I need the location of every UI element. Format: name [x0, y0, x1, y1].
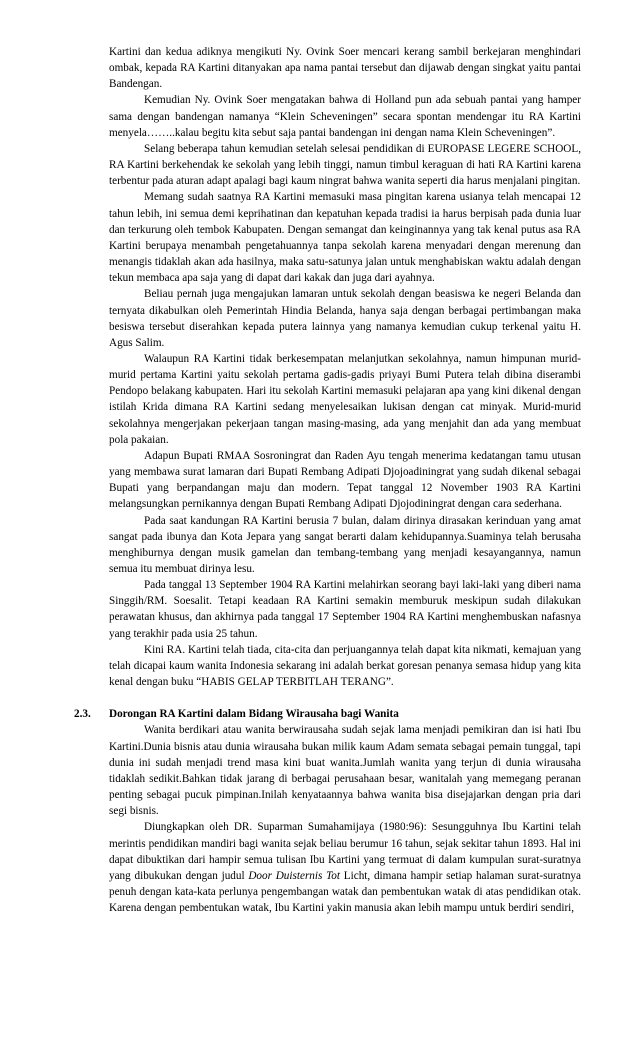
section-heading	[74, 706, 581, 722]
paragraph-first-school: Walaupun RA Kartini tidak berkesempatan melanjutkan sekolahnya, namun himpunan murid-murid pertama Kartini yaitu sekolah pertama gadis-gadis priyayi Bumi Putera telah dibina diserambi Pendopo belakang kabupaten. Hari itu sekolah Kartini memasuki pelajaran apa yang kini dikenal dengan istilah Krida dimana RA Kartini sedang menyelesaikan lukisan dengan cat minyak. Murid-murid sekolahnya mengerjakan pekerjaan tangan masing-masing, ada yang menjahit dan ada yang membuat pola pakaian.	[109, 352, 581, 446]
paragraph-death: Pada tanggal 13 September 1904 RA Kartini melahirkan seorang bayi laki-laki yang diberi nama Singgih/RM. Soesalit. Tetapi keadaan RA Kartini semakin memburuk meskipun sudah dilakukan perawatan khusus, dan akhirnya pada tanggal 17 September 1904 RA Kartini menghembuskan nafasnya yang terakhir pada usia 25 tahun.	[109, 579, 581, 640]
paragraph-scholarship: Beliau pernah juga mengajukan lamaran untuk sekolah dengan beasiswa ke negeri Belanda dan ternyata dikabulkan oleh Pemerintah Hindia Belanda, hanya saja dengan berbagai pertimbangan maka besiswa tersebut diserahkan kepada putera lainnya yang namanya kemudian cukup terkenal yaitu H. Agus Salim.	[109, 288, 581, 349]
paragraph-pregnancy: Pada saat kandungan RA Kartini berusia 7 bulan, dalam dirinya dirasakan kerinduan yang amat sangat pada ibunya dan Kota Jepara yang sangat berarti dalam kehidupannya.Suaminya telah berusaha menghiburnya dengan musik gamelan dan tembang-tembang yang menjadi kesayangannya, namun semua itu membuat dirinya lesu.	[109, 514, 581, 575]
paragraph-legacy: Kini RA. Kartini telah tiada, cita-cita dan perjuangannya telah dapat kita nikmati, kemajuan yang telah dicapai kaum wanita Indonesia sekarang ini adalah berkat goresan penanya semasa hidup yang kita kenal dengan buku “HABIS GELAP TERBITLAH TERANG”.	[109, 643, 581, 689]
paragraph-school-hesitation: Selang beberapa tahun kemudian setelah selesai pendidikan di EUROPASE LEGERE SCHOOL, RA Kartini berkehendak ke sekolah yang lebih tinggi, namun timbul keraguan di hati RA Kartini karena terbentur pada aturan adapt apalagi bagi kaum ningrat bahwa wanita seperti dia harus menjalani pingitan.	[109, 142, 581, 188]
document-body	[109, 44, 581, 690]
section-body	[109, 722, 581, 916]
section-title: Dorongan RA Kartini dalam Bidang Wirausaha bagi Wanita	[109, 708, 399, 721]
quote-text-end: Licht, dimana hampir setiap halaman surat-suratnya penuh dengan kata-kata perlunya pengembangan watak dan pembentukan watak di atas pendidikan otak. Karena dengan pembentukan watak, Ibu Kartini yakin manusia akan lebih mampu untuk berdiri sendiri,	[109, 869, 581, 915]
section-number: 2.3.	[74, 708, 91, 721]
paragraph-marriage: Adapun Bupati RMAA Sosroningrat dan Raden Ayu tengah menerima kedatangan tamu utusan yang membawa surat lamaran dari Bupati Rembang Adipati Djojoadiningrat yang sudah dikenal sebagai Bupati yang berpandangan maju dan modern. Tepat tanggal 12 November 1903 RA Kartini melangsungkan pernikannya dengan Bupati Rembang Adipati Djojodiningrat dengan cara sederhana.	[109, 449, 581, 511]
paragraph-klein-scheveningen: Kemudian Ny. Ovink Soer mengatakan bahwa di Holland pun ada sebuah pantai yang hamper sama dengan bandengan namanya “Klein Scheveningen” secara spontan mendengar itu RA Kartini menyela……..kalau begitu kita sebut saja pantai bandengan ini dengan nama Klein Scheveningen”.	[109, 94, 581, 139]
book-title-italic: Door Duisternis Tot	[248, 869, 341, 882]
paragraph-women-entrepreneurs: Wanita berdikari atau wanita berwirausaha sudah sejak lama menjadi pemikiran dan isi hati Ibu Kartini.Dunia bisnis atau dunia wirausaha bukan milik kaum Adam semata sebagai pemain tunggal, tapi dunia ini sudah menjadi trend masa kini buat wanita.Jumlah wanita yang terjun di dunia wirausaha tidaklah sedikit.Bahkan tidak jarang di berbagai perusahaan besar, wanitalah yang memegang peranan penting sebagai pucuk pimpinan.Inilah kenyataannya bahwa wanita bisa disejajarkan dengan pria dari segi bisnis.	[109, 724, 581, 818]
paragraph-suparman-quote	[109, 819, 581, 916]
quote-text-start: Diungkapkan oleh DR. Suparman Sumahamijaya (1980:96): Sesungguhnya Ibu Kartini telah merintis pendidikan mandiri bagi wanita sejak beliau berumur 16 tahun, sejak sekitar tahun 1893. Hal ini dapat dibuktikan dari hampir semua tulisan Ibu Kartini yang termuat di dalam kumpulan surat-suratnya yang dibukukan dengan judul	[109, 821, 581, 882]
paragraph-kartini-beach: Kartini dan kedua adiknya mengikuti Ny. Ovink Soer mencari kerang sambil berkejaran menghindari ombak, kepada RA Kartini ditanyakan apa nama pantai tersebut dan dijawab dengan singkat yaitu pantai Bandengan.	[109, 46, 581, 91]
paragraph-pingitan: Memang sudah saatnya RA Kartini memasuki masa pingitan karena usianya telah mencapai 12 tahun lebih, ini semua demi keprihatinan dan kepatuhan kepada tradisi ia harus berpisah pada dunia luar dan terkurung oleh tembok Kabupaten. Dengan semangat dan keinginannya yang tak kenal putus asa RA Kartini berupaya menambah pengetahuannya tanpa sekolah karena menyadari dengan merenung dan menangis tidaklah akan ada hasilnya, maka satu-satunya jalan untuk menghabiskan waktu adalah dengan tekun membaca apa saja yang di dapat dari kakak dan juga dari ayahnya.	[109, 191, 581, 285]
